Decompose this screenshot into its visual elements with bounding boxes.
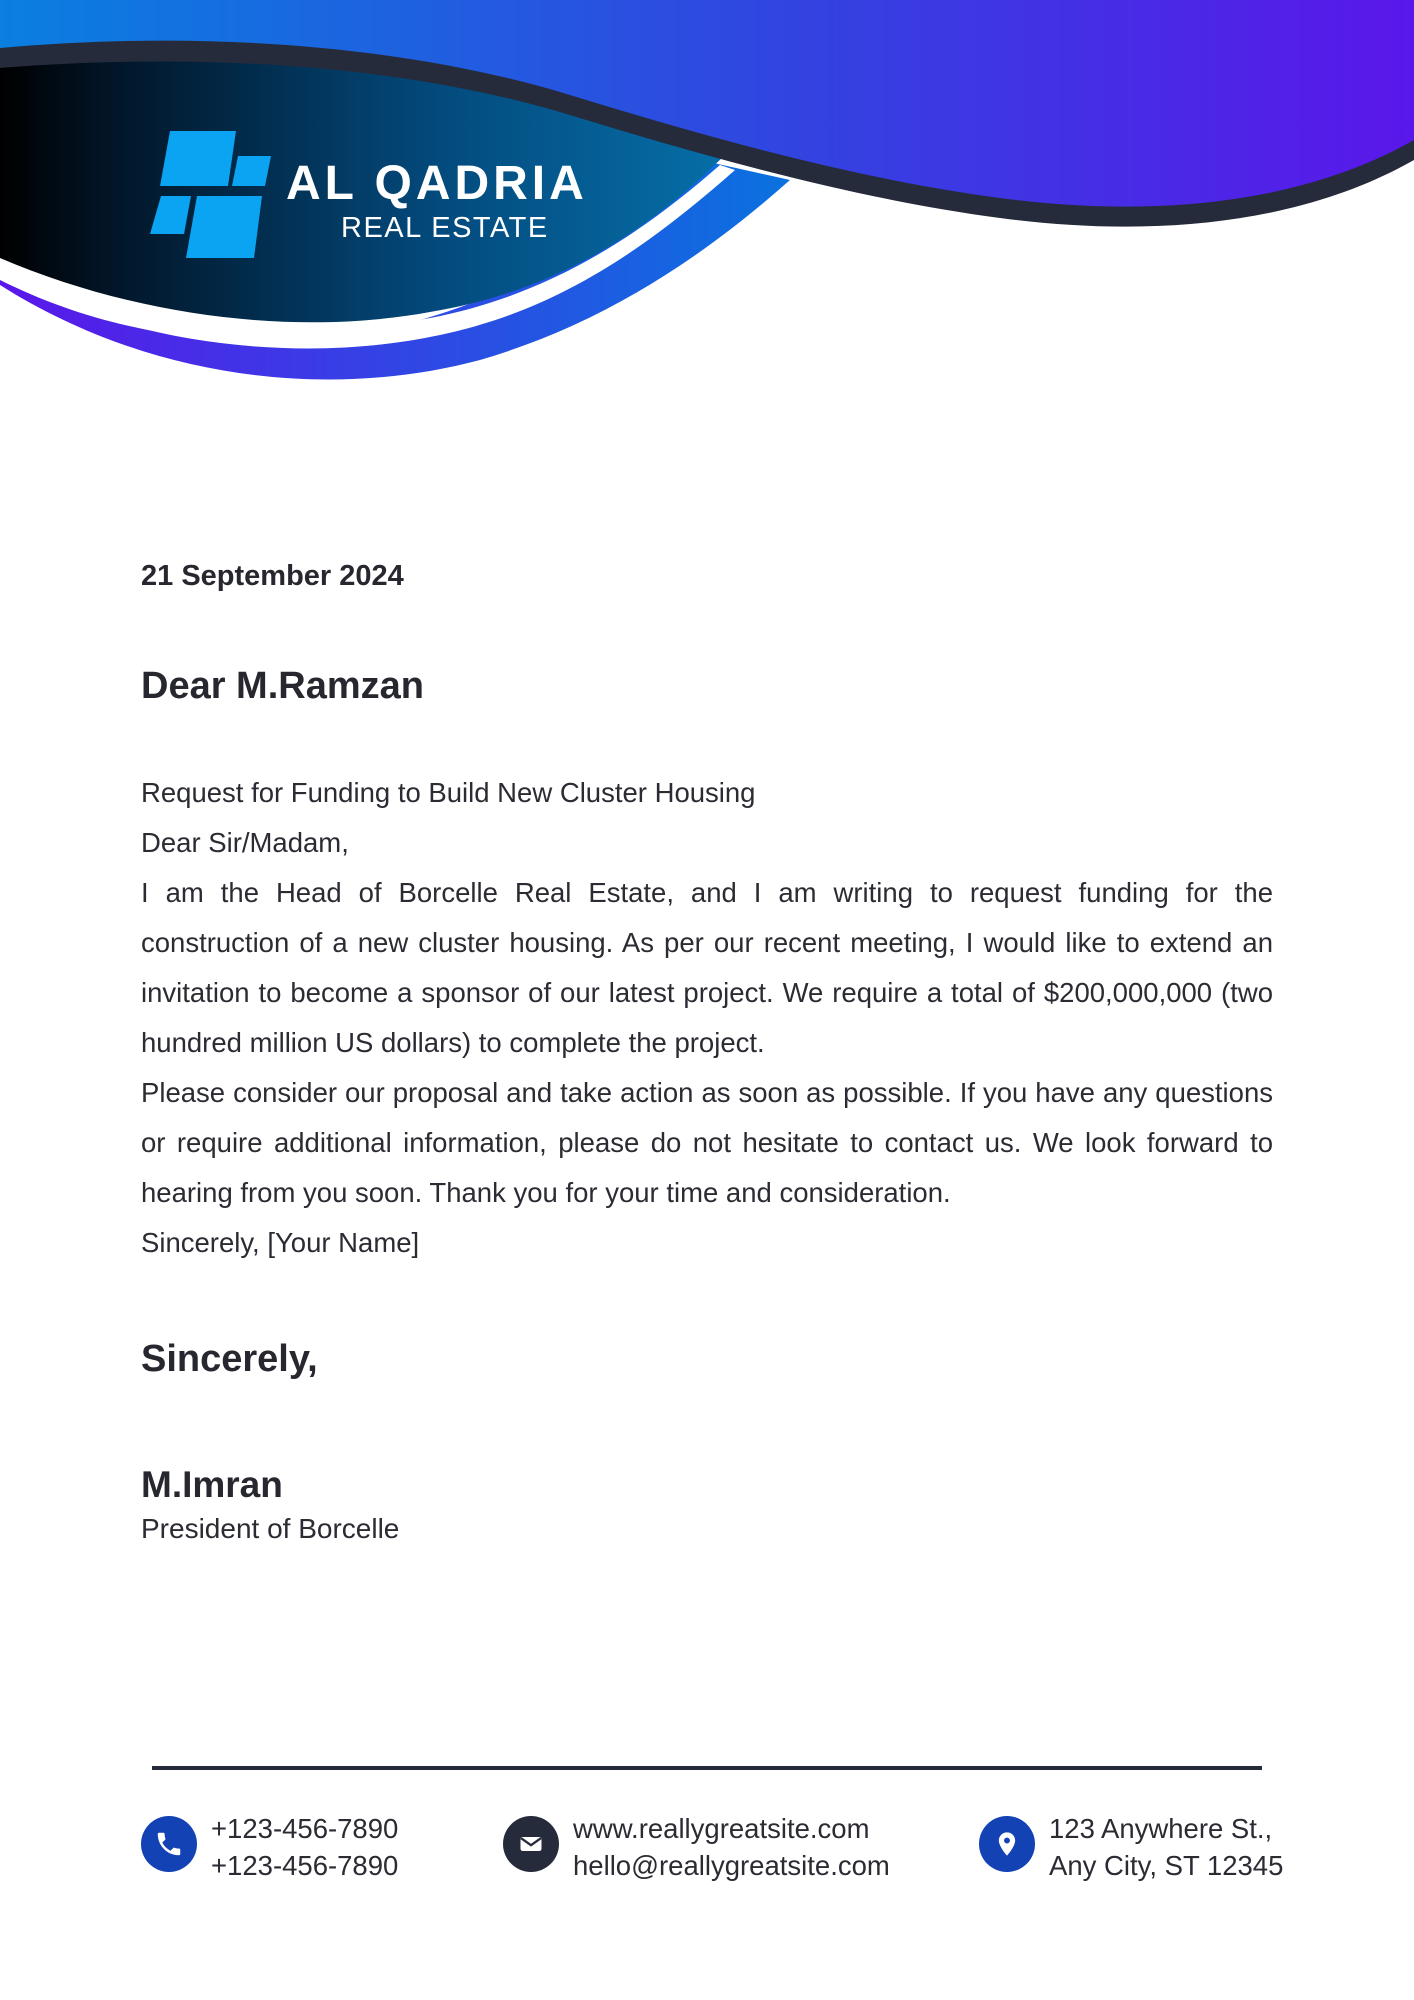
phone-line[interactable]: +123-456-7890 — [211, 1850, 399, 1881]
letter-paragraph: I am the Head of Borcelle Real Estate, and I am writing to request funding for the construction of a new cluster housing. As per our recent meeting, I would like to extend an invitation to become a sponsor of our latest project. We require a total of $200,000,000 (two hundred million US dollars) to complete the project. — [141, 877, 1273, 1058]
brand-name: AL QADRIA — [286, 157, 588, 210]
footer-phone — [141, 1810, 398, 1884]
email-link[interactable]: hello@reallygreatsite.com — [573, 1850, 890, 1881]
location-pin-icon — [979, 1816, 1035, 1872]
footer-divider — [152, 1766, 1262, 1770]
website-link[interactable]: www.reallygreatsite.com — [573, 1813, 870, 1844]
letter-signoff-line: Sincerely, [Your Name] — [141, 1227, 420, 1258]
letter-greeting: Dear M.Ramzan — [141, 665, 424, 707]
phone-icon — [141, 1816, 197, 1872]
signer-title: President of Borcelle — [141, 1513, 400, 1544]
letter-closing: Sincerely, — [141, 1338, 318, 1380]
address-line: Any City, ST 12345 — [1049, 1850, 1284, 1881]
letter-date: 21 September 2024 — [141, 560, 404, 592]
phone-line[interactable]: +123-456-7890 — [211, 1813, 399, 1844]
letter-subject: Request for Funding to Build New Cluster Housing — [141, 777, 756, 808]
logo-mark — [0, 0, 700, 300]
mail-icon — [503, 1816, 559, 1872]
letter-salutation: Dear Sir/Madam, — [141, 827, 349, 858]
brand-subtitle: REAL ESTATE — [341, 212, 549, 244]
letter-body — [141, 768, 1273, 1268]
address-line: 123 Anywhere St., — [1049, 1813, 1273, 1844]
letter-paragraph: Please consider our proposal and take action as soon as possible. If you have any questions or require additional information, please do not hesitate to contact us. We look forward to hearing from you soon. Thank you for your time and consideration. — [141, 1077, 1273, 1208]
footer-address — [979, 1810, 1283, 1884]
footer-web — [503, 1810, 890, 1884]
signer-name: M.Imran — [141, 1464, 283, 1505]
